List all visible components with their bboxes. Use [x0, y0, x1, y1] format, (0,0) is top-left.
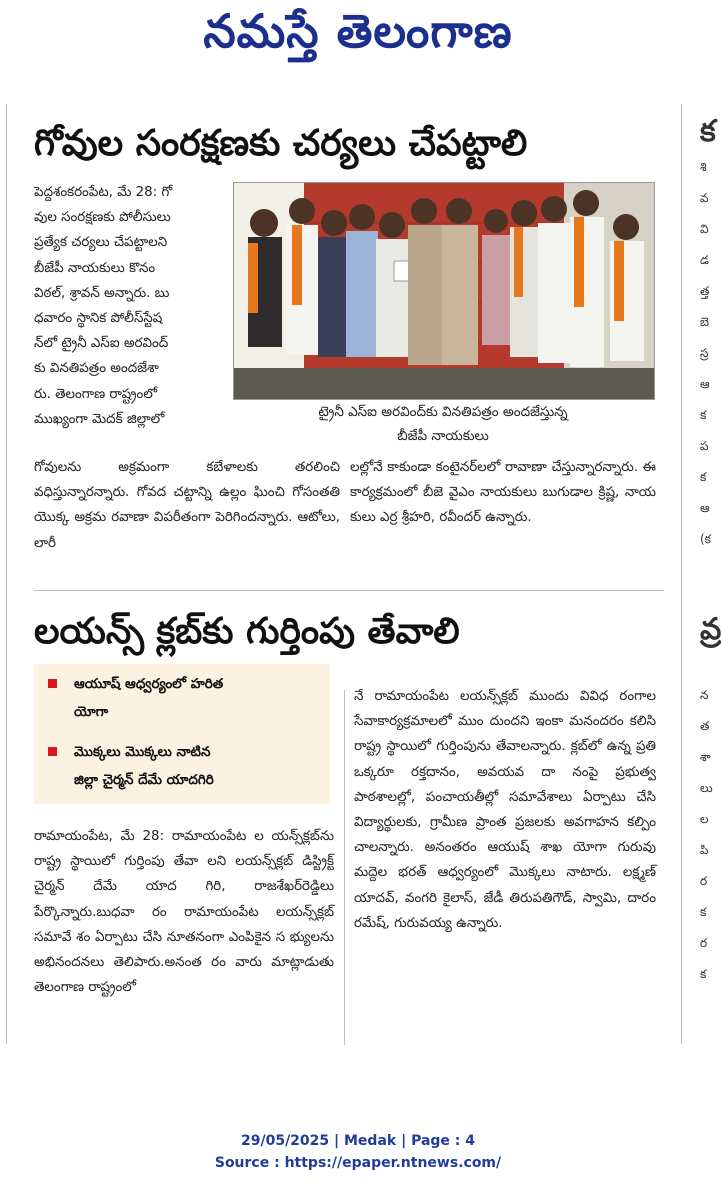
- adjacent-text-lines: [700, 152, 716, 555]
- adjacent-text-line: క: [700, 905, 707, 919]
- adjacent-text-line: శా: [700, 750, 711, 764]
- adjacent-article-top: [700, 112, 716, 555]
- article2-column-rule: [344, 690, 345, 1045]
- adjacent-text-line: ఆ: [700, 501, 710, 515]
- adjacent-text-line: ప: [700, 439, 709, 453]
- article1-headline: గోవుల సంరక్షణకు చర్యలు చేపట్టాలి: [34, 122, 528, 164]
- article1-intro-line: విఠల్, శ్రావన్ అన్నారు. బు: [34, 285, 170, 301]
- source-line: Source : https://epaper.ntnews.com/: [214, 1155, 502, 1171]
- highlight-text: ఆయూష్ ఆధ్వర్యంలో హరిత: [74, 676, 224, 692]
- highlight-text: మొక్కలు మొక్కలు నాటిన: [74, 744, 211, 760]
- adjacent-text-line: త: [700, 719, 710, 733]
- article1-intro-line: న్‌లో ట్రైనీ ఎస్‌ఐ అరవింద్: [34, 336, 169, 352]
- adjacent-text-line: డ: [700, 253, 709, 267]
- left-column-rule: [6, 104, 7, 1044]
- highlight-item: [48, 738, 214, 794]
- highlights-box: [34, 664, 330, 804]
- article1-intro-line: కు వినతిపత్రం అందజేశా: [34, 361, 159, 377]
- article1-lower-left-text: గోవులను అక్రమంగా కబేళాలకు తరలించి వధిస్తున్నారన్నారు. గోవద చట్టాన్ని ఉల్లం ఘించి గోసంతతి యొక్క అక్రమ రవాణా విపరీతంగా పెరిగిందన్నారు. ఆటోలు, లారీ: [34, 460, 340, 551]
- adjacent-text-line: శి: [700, 160, 707, 174]
- adjacent-text-line: స్ర: [700, 346, 709, 360]
- masthead: [0, 0, 716, 78]
- adjacent-text-line: త్త: [700, 284, 710, 298]
- article1-lower-right: [350, 455, 656, 581]
- adjacent-text-line: పి: [700, 843, 709, 857]
- highlight-text: జిల్లా చైర్మన్ దేమే యాదగిరి: [74, 772, 214, 788]
- adjacent-text-line: వి: [700, 222, 709, 236]
- page-footer: [0, 1130, 716, 1174]
- photo-caption: [233, 400, 653, 448]
- adjacent-text-line: ర: [700, 936, 708, 950]
- caption-line-2: బీజేపీ నాయకులు: [397, 428, 489, 444]
- right-column-rule: [681, 104, 682, 1044]
- article2-left-text: రామాయంపేట, మే 28: రామాయంపేట ల యన్స్‌క్లబ్‌ను రాష్ట్ర స్థాయిలో గుర్తింపు తేవా లని లయన్స్‌క్లబ్ డిస్ట్రిక్ట్ చైర్మన్ దేమే యాద గిరి, రాజశేఖర్‌రెడ్డిలు పేర్కొన్నారు.బుధవా రం రామాయంపేట లయన్స్‌క్లబ్ సమావే శం ఏర్పాటు చేసి నూతనంగా ఎంపికైన స భ్యులను అభినందనలు తెలిపారు.అనంత రం వారు మాట్లాడుతు తెలంగాణ రాష్ట్రంలో: [34, 829, 334, 996]
- adjacent-heading: వ్ర: [700, 612, 721, 647]
- red-square-bullet-icon: [48, 679, 57, 688]
- article1-intro-line: బీజేపీ నాయకులు కొనం: [34, 260, 156, 276]
- article2-right-column: [354, 684, 656, 1046]
- highlight-text: యోగా: [74, 704, 109, 720]
- article2-left-column: [34, 824, 334, 1044]
- adjacent-article-bottom: [700, 610, 721, 990]
- article1-intro-line: ప్రత్యేక చర్యలు చేపట్టాలని: [34, 235, 168, 251]
- adjacent-text-line: ర: [700, 874, 708, 888]
- article1-intro-line: రు. తెలంగాణ రాష్ట్రంలో: [34, 386, 158, 402]
- article1-intro-line: ముఖ్యంగా మెదక్ జిల్లాలో: [34, 411, 165, 427]
- article1-intro-line: ధవారం స్థానిక పోలీస్‌స్టేష: [34, 311, 163, 327]
- newspaper-title: నమస్తే తెలంగాణ: [203, 4, 513, 58]
- news-photo: [233, 182, 655, 400]
- adjacent-text-line: (క: [700, 532, 711, 546]
- caption-line-1: ట్రైనీ ఎస్‌ఐ అరవింద్‌కు వినతిపత్రం అందజేస్తున్న: [318, 404, 568, 420]
- adjacent-text-line: న: [700, 688, 709, 702]
- adjacent-heading: క: [700, 114, 716, 149]
- group-photo: [234, 183, 654, 399]
- red-square-bullet-icon: [48, 747, 57, 756]
- adjacent-text-line: క: [700, 408, 707, 422]
- article2-right-text: నే రామాయంపేట లయన్స్‌క్లబ్ ముందు వివిధ రంగాల సేవాకార్యక్రమాలలో ముం దుందని ఇంకా మనందరం కలిసి రాష్ట్ర స్థాయిలో గుర్తింపును తేవాలన్నారు. క్లబ్‌లో ఉన్న ప్రతి ఒక్కరూ రక్తదానం, అవయవ దా నంపై ప్రభుత్వ పాఠశాలల్లో, పంచాయతీల్లో సమావేశాలు ఏర్పాటు చేసి విద్యార్థులకు, గ్రామీణ ప్రాంత ప్రజలకు అవగాహన కల్పిం చాలన్నారు. అనంతరం ఆయుష్ శాఖ యోగా గురువు మద్దెల భరత్ ఆధ్వర్యంలో మొక్కలు నాటారు. లక్ష్మణ్ యాదవ్, వంగరి కైలాస్, జేడీ తిరుపతిగౌడ్, స్వామి, దారం రమేష్, గురువయ్య ఉన్నారు.: [354, 689, 656, 931]
- adjacent-text-line: ల: [700, 812, 709, 826]
- article2-headline: లయన్స్ క్లబ్‌కు గుర్తింపు తేవాలి: [34, 610, 460, 652]
- adjacent-text-line: క: [700, 470, 707, 484]
- adjacent-text-line: బె: [700, 315, 710, 329]
- article1-lower-right-text: లల్లోనే కాకుండా కంటైనర్‌లలో రావాణా చేస్తున్నారన్నారు. ఈ కార్యక్రమంలో బీజె వైఎం నాయకులు బుగుడాల క్రిష్ణ, నాయ కులు ఎర్ర శ్రీహరి, రవీందర్ ఉన్నారు.: [350, 460, 656, 526]
- edition-info: 29/05/2025 | Medak | Page : 4: [240, 1133, 476, 1149]
- article1-intro-line: పెద్దశంకరంపేట, మే 28: గో: [34, 185, 173, 200]
- article1-lower-left: [34, 455, 340, 581]
- highlight-item: [48, 670, 223, 726]
- adjacent-text-lines: [700, 680, 716, 990]
- article1-intro-line: వుల సంరక్షణకు పోలీసులు: [34, 210, 171, 226]
- adjacent-text-line: ఆ: [700, 377, 710, 391]
- article1-intro: [34, 180, 228, 432]
- article-separator: [34, 590, 664, 591]
- adjacent-text-line: లు: [700, 781, 713, 795]
- adjacent-text-line: క: [700, 967, 707, 981]
- adjacent-text-line: వ: [700, 191, 709, 205]
